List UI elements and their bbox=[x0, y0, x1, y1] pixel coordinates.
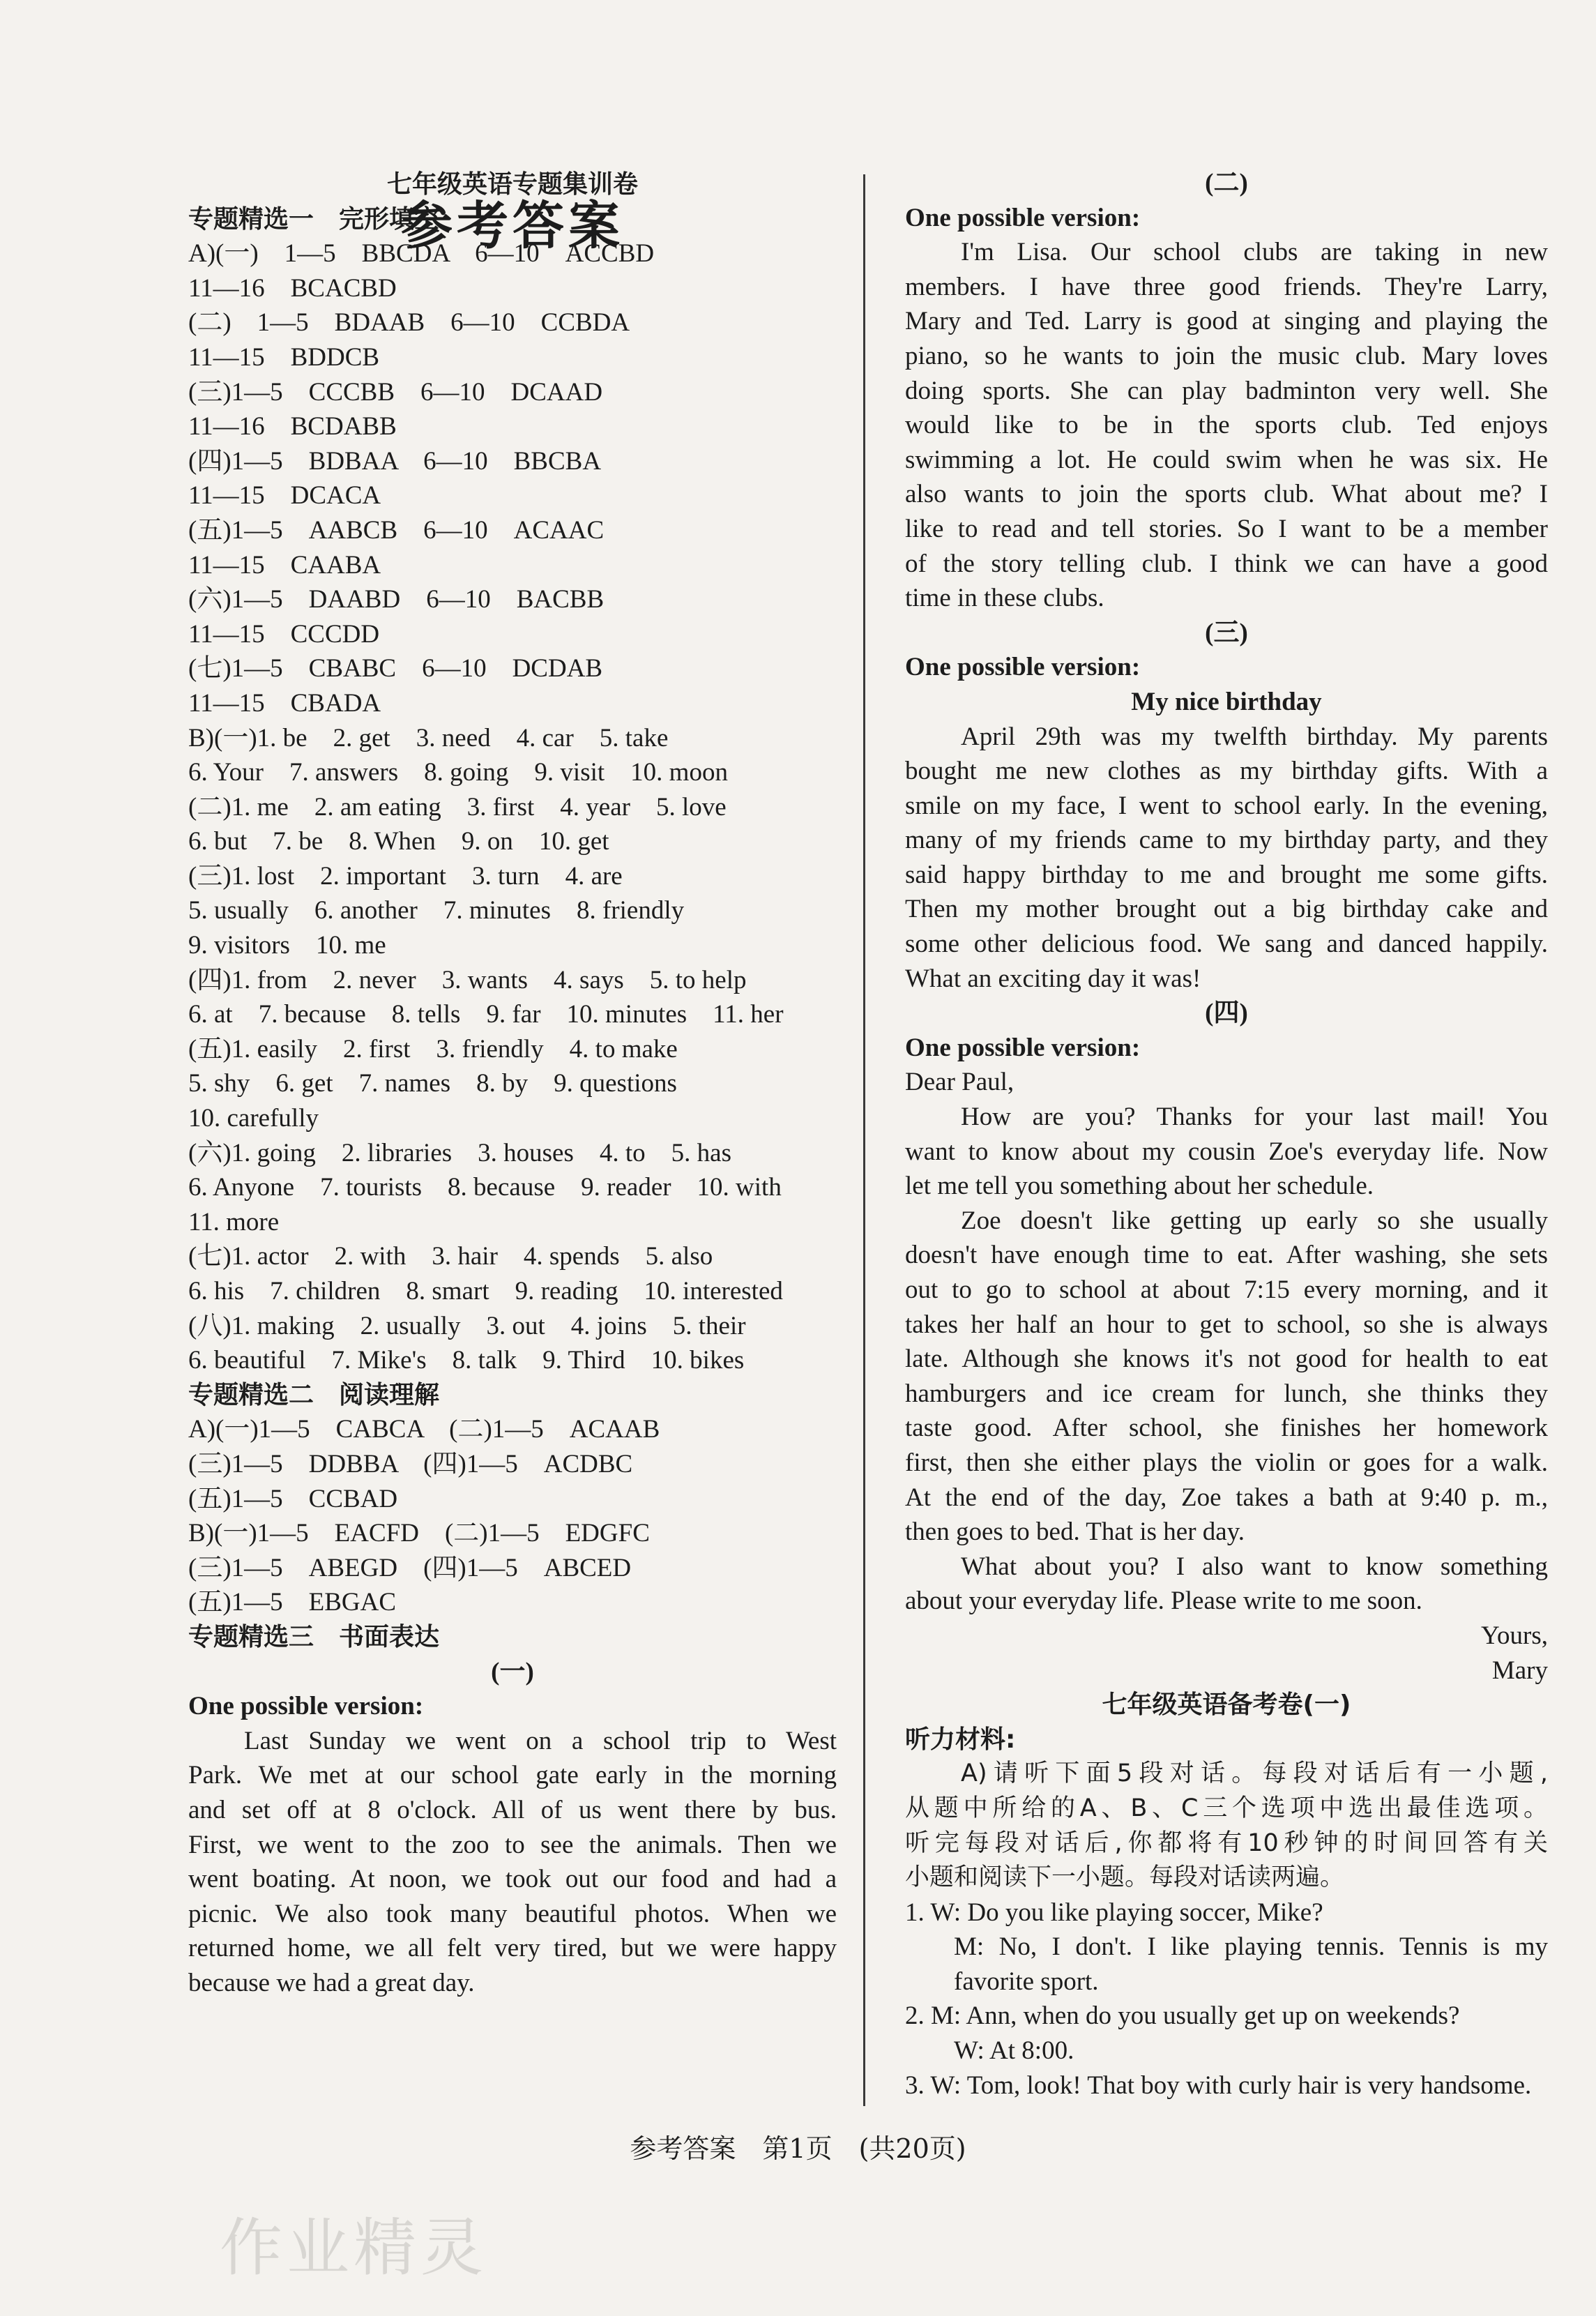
right-line: Yours, bbox=[1481, 1621, 1548, 1650]
right-line: Mary bbox=[1491, 1656, 1548, 1685]
right-line: out to go to school at about 7:15 every morning, and it bbox=[905, 1276, 1548, 1304]
left-line: B)(一)1—5 EACFD (二)1—5 EDGFC bbox=[188, 1519, 650, 1548]
right-line: like to read and tell stories. So I want to be a member bbox=[905, 514, 1548, 543]
left-line: A)(一)1—5 CABCA (二)1—5 ACAAB bbox=[188, 1415, 660, 1444]
left-line: (三)1—5 DDBBA (四)1—5 ACDBC bbox=[188, 1449, 633, 1478]
right-line: piano, so he wants to join the music club. Mary loves bbox=[905, 341, 1548, 370]
right-line: 1. W: Do you like playing soccer, Mike? bbox=[905, 1898, 1323, 1927]
right-line: 听完每段对话后,你都将有10秒钟的时间回答有关 bbox=[905, 1829, 1548, 1857]
right-line: of the story telling club. I think we can have a good bbox=[905, 549, 1548, 578]
left-line: Last Sunday we went on a school trip to West bbox=[244, 1726, 837, 1755]
left-line: (三)1. lost 2. important 3. turn 4. are bbox=[188, 861, 623, 891]
right-line: April 29th was my twelfth birthday. My parents bbox=[961, 722, 1548, 751]
right-line: 2. M: Ann, when do you usually get up on weekends? bbox=[905, 2001, 1460, 2031]
left-line: (三)1—5 ABEGD (四)1—5 ABCED bbox=[188, 1553, 632, 1582]
right-line: 小题和阅读下一小题。每段对话读两遍。 bbox=[905, 1863, 1345, 1892]
left-line: (七)1—5 CBABC 6—10 DCDAB bbox=[188, 654, 603, 683]
right-line: (四) bbox=[1205, 999, 1248, 1028]
left-line: picnic. We also took many beautiful photos. When we bbox=[188, 1899, 837, 1928]
left-line: A)(一) 1—5 BBCDA 6—10 ACCBD bbox=[188, 239, 655, 268]
right-line: doing sports. She can play badminton very well. She bbox=[905, 376, 1548, 405]
right-line: time in these clubs. bbox=[905, 584, 1104, 613]
right-line: said happy birthday to me and brought me some gifts. bbox=[905, 860, 1548, 889]
left-line: 9. visitors 10. me bbox=[188, 931, 386, 960]
left-line: (四)1. from 2. never 3. wants 4. says 5. to help bbox=[188, 965, 747, 994]
right-line: What an exciting day it was! bbox=[905, 964, 1201, 993]
left-line: 11—16 BCACBD bbox=[188, 273, 397, 303]
right-line: doesn't have enough time to eat. After washing, she sets bbox=[905, 1241, 1548, 1270]
right-line: swimming a lot. He could swim when he was six. He bbox=[905, 445, 1548, 474]
left-line: 11—15 CBADA bbox=[188, 688, 381, 718]
left-line: 6. his 7. children 8. smart 9. reading 10. interested bbox=[188, 1277, 783, 1305]
left-line: 6. Your 7. answers 8. going 9. visit 10. moon bbox=[188, 758, 728, 787]
right-line: also wants to join the sports club. What about me? I bbox=[905, 480, 1548, 509]
right-line: One possible version: bbox=[905, 653, 1141, 682]
left-line: (六)1. going 2. libraries 3. houses 4. to 5. has bbox=[188, 1138, 731, 1167]
left-line: went boating. At noon, we took out our food and had a bbox=[188, 1865, 837, 1894]
right-line: members. I have three good friends. They're Larry, bbox=[905, 272, 1548, 301]
left-line: 专题精选一 完形填空 bbox=[188, 204, 440, 234]
left-line: 6. Anyone 7. tourists 8. because 9. reader 10. with bbox=[188, 1173, 782, 1202]
right-line: Then my mother brought out a big birthday cake and bbox=[905, 895, 1548, 924]
right-line: Dear Paul, bbox=[905, 1068, 1014, 1097]
right-line: smile on my face, I went to school early. In the evening, bbox=[905, 791, 1548, 820]
right-line: about your everyday life. Please write to me soon. bbox=[905, 1587, 1422, 1616]
right-line: M: No, I don't. I like playing tennis. Tennis is my bbox=[954, 1932, 1548, 1962]
right-line: let me tell you something about her schedule. bbox=[905, 1172, 1374, 1201]
left-line: 专题精选三 书面表达 bbox=[188, 1622, 440, 1651]
left-line: (八)1. making 2. usually 3. out 4. joins 5. their bbox=[188, 1311, 746, 1340]
left-line: (五)1. easily 2. first 3. friendly 4. to make bbox=[188, 1034, 678, 1064]
left-line: 11—15 CAABA bbox=[188, 550, 381, 580]
right-line: I'm Lisa. Our school clubs are taking in new bbox=[961, 238, 1548, 267]
right-line: W: At 8:00. bbox=[954, 2036, 1074, 2066]
left-line: (五)1—5 EBGAC bbox=[188, 1588, 397, 1617]
right-line: At the end of the day, Zoe takes a bath at 9:40 p. m., bbox=[905, 1483, 1548, 1512]
left-line: One possible version: bbox=[188, 1692, 424, 1721]
right-column bbox=[905, 166, 1548, 2103]
left-line: (四)1—5 BDBAA 6—10 BBCBA bbox=[188, 446, 602, 476]
left-line: (五)1—5 CCBAD bbox=[188, 1484, 398, 1513]
right-line: My nice birthday bbox=[1131, 687, 1322, 716]
left-line: 11—16 BCDABB bbox=[188, 412, 397, 441]
left-line: 5. shy 6. get 7. names 8. by 9. questions bbox=[188, 1069, 677, 1098]
left-line: Park. We met at our school gate early in the morning bbox=[188, 1761, 837, 1790]
left-line: returned home, we all felt very tired, but we were happy bbox=[188, 1934, 837, 1963]
left-line: 11—15 CCCDD bbox=[188, 619, 380, 649]
left-line: 专题精选二 阅读理解 bbox=[188, 1380, 440, 1409]
left-line: (二) 1—5 BDAAB 6—10 CCBDA bbox=[188, 308, 630, 338]
right-line: Mary and Ted. Larry is good at singing and playing the bbox=[905, 307, 1548, 336]
left-line: 11—15 BDDCB bbox=[188, 342, 380, 372]
page-title: 参考答案 bbox=[401, 196, 624, 256]
right-line: some other delicious food. We sang and danced happily. bbox=[905, 930, 1548, 959]
right-line: takes her half an hour to get to school, so she is always bbox=[905, 1310, 1548, 1339]
left-column bbox=[188, 167, 837, 2000]
right-line: One possible version: bbox=[905, 203, 1141, 232]
left-line: 6. beautiful 7. Mike's 8. talk 9. Third 10. bikes bbox=[188, 1346, 745, 1375]
right-line: bought me new clothes as my birthday gifts. With a bbox=[905, 757, 1548, 786]
left-line: (三)1—5 CCCBB 6—10 DCAAD bbox=[188, 377, 603, 407]
right-line: late. Although she knows it's not good for health to eat bbox=[905, 1345, 1548, 1374]
watermark: 作业精灵 bbox=[220, 2211, 487, 2285]
right-line: many of my friends came to my birthday party, and they bbox=[905, 826, 1548, 855]
page-footer: 参考答案 第1页 (共20页) bbox=[630, 2133, 966, 2164]
right-line: A)请听下面5段对话。每段对话后有一小题, bbox=[961, 1759, 1548, 1788]
left-line: (七)1. actor 2. with 3. hair 4. spends 5. also bbox=[188, 1242, 713, 1271]
left-line: 11. more bbox=[188, 1207, 280, 1236]
right-line: favorite sport. bbox=[954, 1967, 1099, 1996]
right-line: Zoe doesn't like getting up early so she usually bbox=[961, 1206, 1548, 1235]
column-divider bbox=[863, 174, 865, 2106]
right-line: first, then she either plays the violin or goes for a walk. bbox=[905, 1448, 1548, 1477]
left-line: 6. but 7. be 8. When 9. on 10. get bbox=[188, 827, 609, 856]
left-line: B)(一)1. be 2. get 3. need 4. car 5. take bbox=[188, 723, 669, 752]
right-line: (二) bbox=[1205, 169, 1248, 197]
right-line: (三) bbox=[1205, 618, 1248, 647]
left-line: First, we went to the zoo to see the animals. Then we bbox=[188, 1830, 837, 1859]
right-line: 从题中所给的A、B、C三个选项中选出最佳选项。 bbox=[905, 1794, 1548, 1822]
left-line: 11—15 DCACA bbox=[188, 481, 381, 510]
right-line: 七年级英语备考卷(一) bbox=[1102, 1690, 1351, 1720]
left-line: (一) bbox=[491, 1657, 534, 1686]
right-line: 听力材料: bbox=[905, 1725, 1016, 1754]
right-line: then goes to bed. That is her day. bbox=[905, 1517, 1245, 1547]
right-line: 3. W: Tom, look! That boy with curly hair is very handsome. bbox=[905, 2071, 1532, 2100]
right-line: taste good. After school, she finishes her homework bbox=[905, 1414, 1548, 1443]
left-line: (五)1—5 AABCB 6—10 ACAAC bbox=[188, 515, 605, 545]
left-line: 七年级英语专题集训卷 bbox=[386, 170, 638, 199]
left-line: 6. at 7. because 8. tells 9. far 10. minutes 11. her bbox=[188, 1000, 784, 1029]
left-line: 5. usually 6. another 7. minutes 8. friendly bbox=[188, 896, 685, 925]
right-line: would like to be in the sports club. Ted enjoys bbox=[905, 411, 1548, 440]
right-line: What about you? I also want to know something bbox=[961, 1552, 1548, 1581]
right-line: How are you? Thanks for your last mail! You bbox=[961, 1103, 1548, 1132]
left-line: (六)1—5 DAABD 6—10 BACBB bbox=[188, 585, 605, 614]
right-line: want to know about my cousin Zoe's everyday life. Now bbox=[905, 1137, 1548, 1166]
left-line: and set off at 8 o'clock. All of us went there by bus. bbox=[188, 1795, 837, 1824]
left-line: 10. carefully bbox=[188, 1104, 319, 1133]
right-line: hamburgers and ice cream for lunch, she thinks they bbox=[905, 1379, 1548, 1408]
left-line: (二)1. me 2. am eating 3. first 4. year 5. love bbox=[188, 792, 727, 822]
left-line: because we had a great day. bbox=[188, 1968, 475, 1997]
right-line: One possible version: bbox=[905, 1033, 1141, 1062]
